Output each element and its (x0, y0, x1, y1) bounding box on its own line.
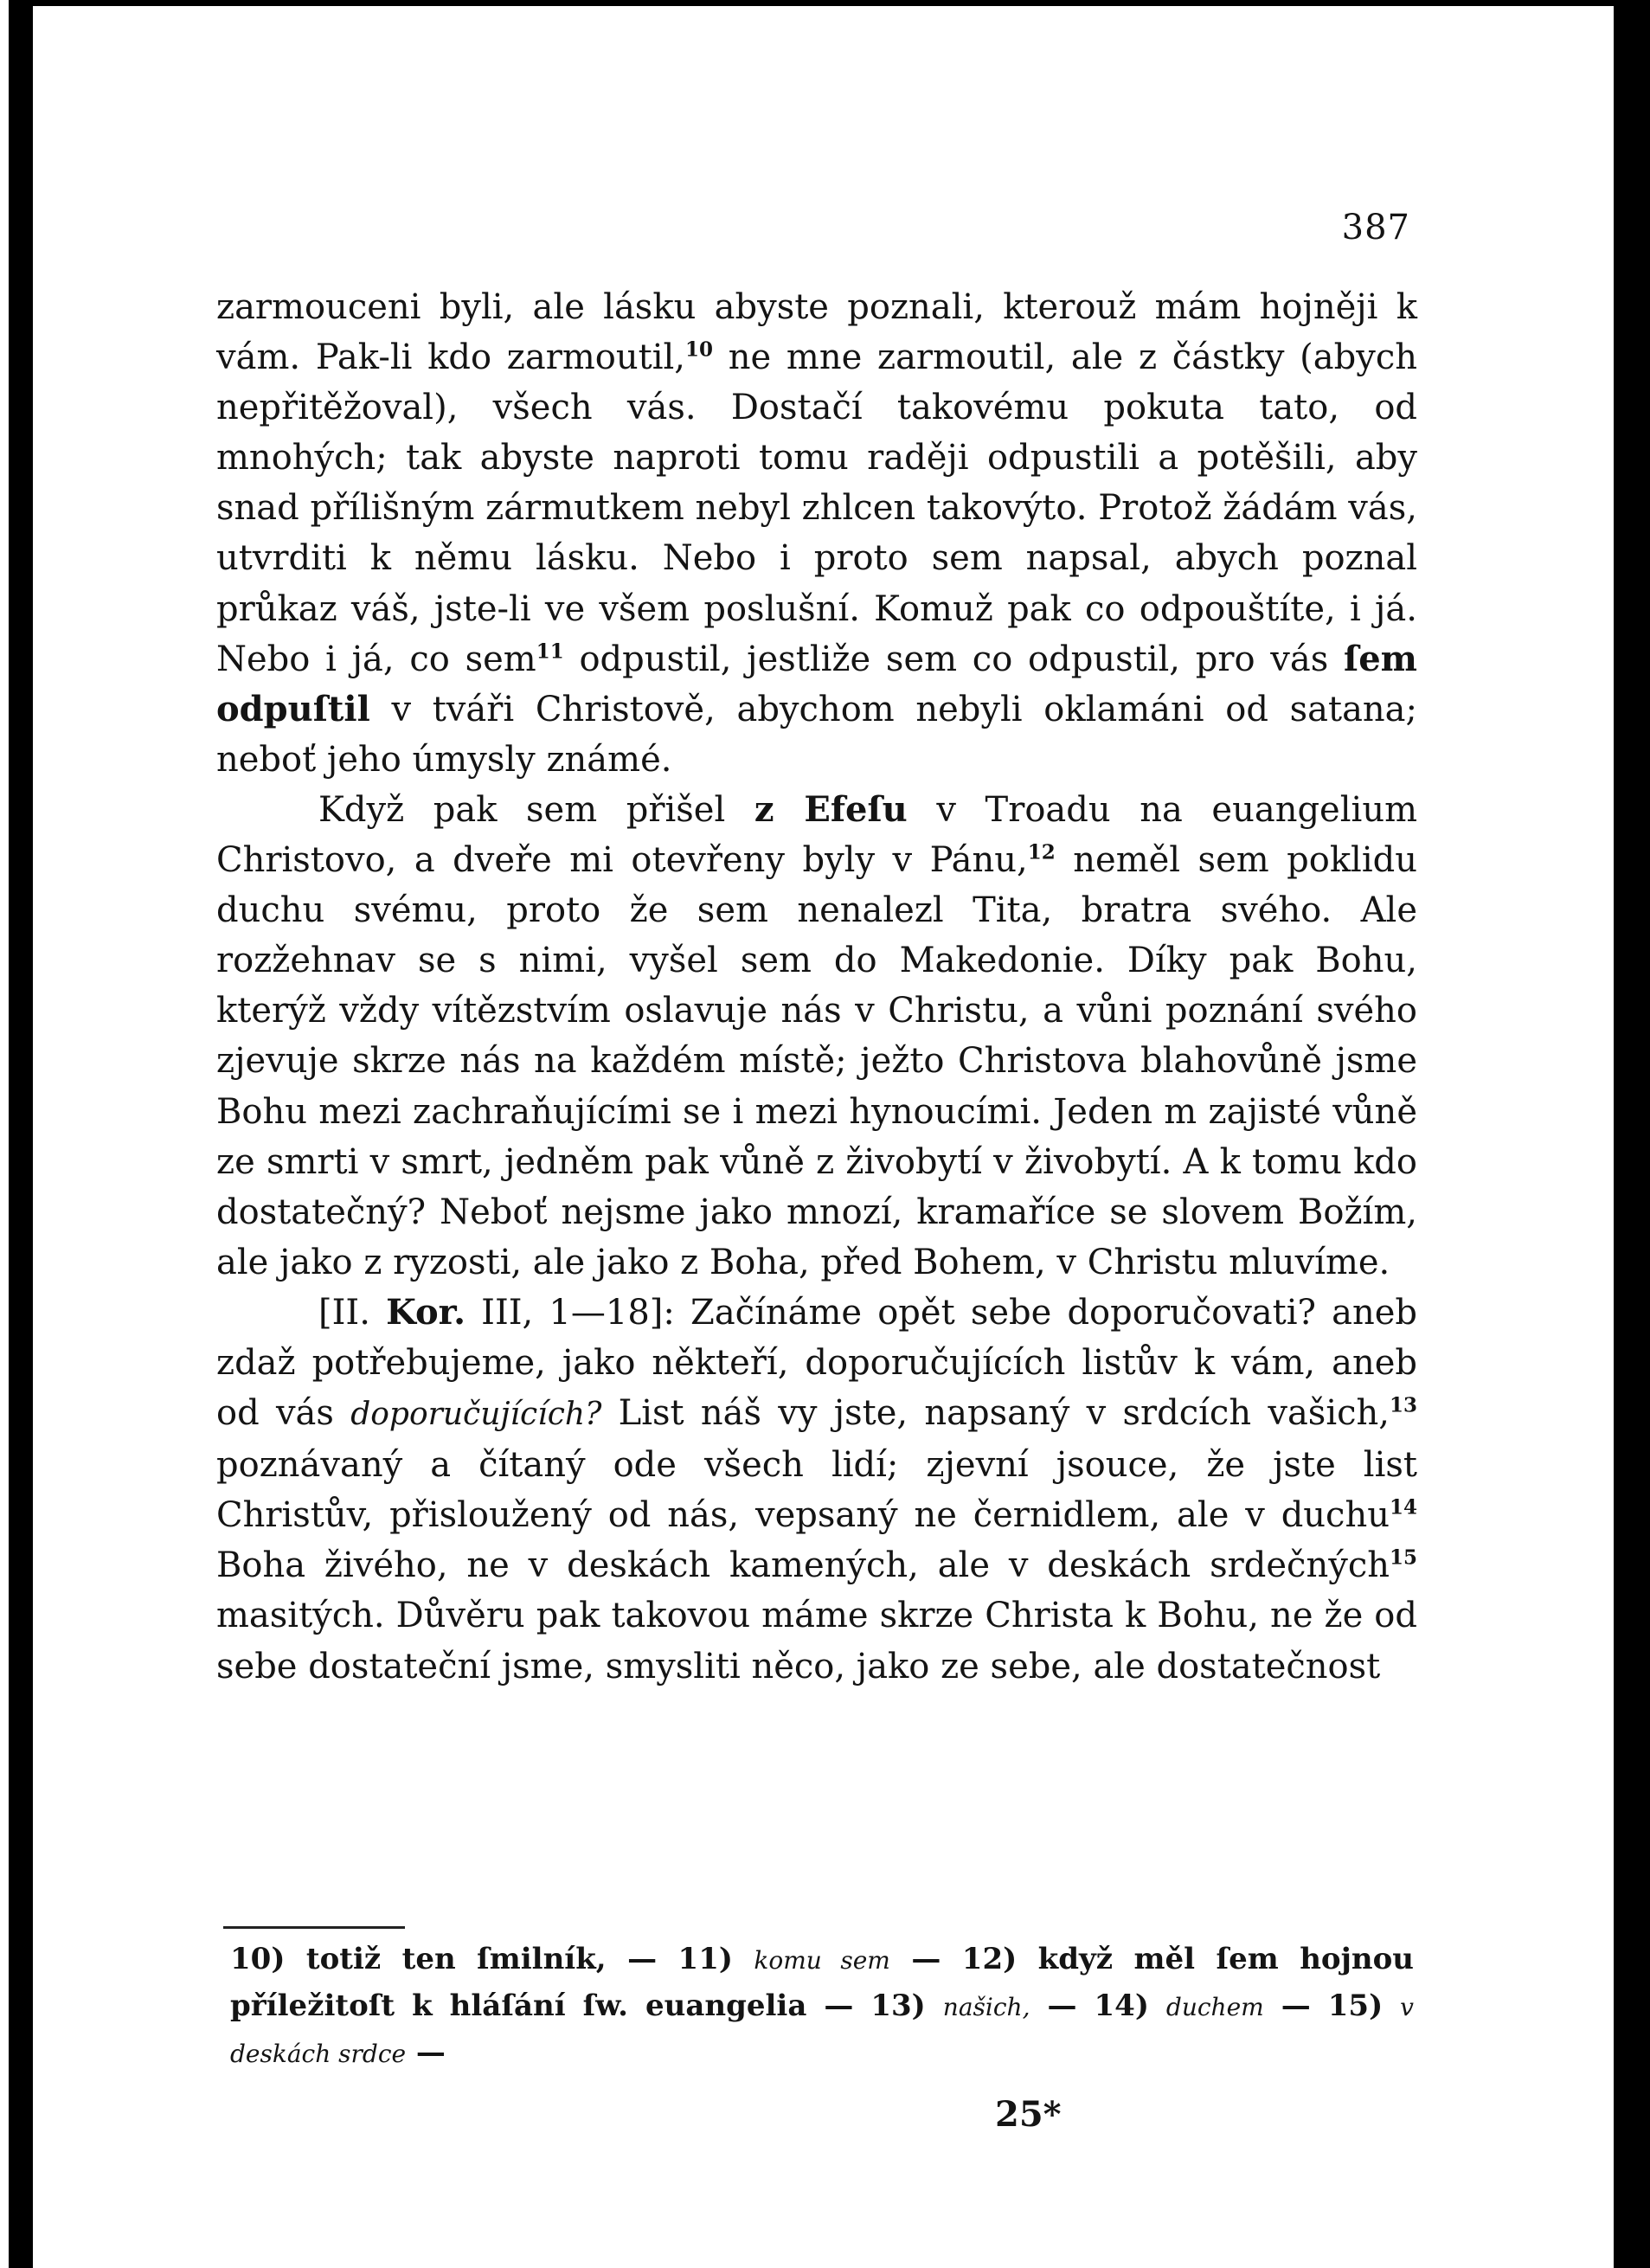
text-run: v tváři Christově, abychom nebyli oklamáni od satana; neboť jeho úmysly známé. (216, 689, 1417, 780)
footnote-ref: 13 (1390, 1393, 1418, 1417)
blackletter-text: Kor. (386, 1291, 465, 1333)
paragraph (216, 282, 1417, 785)
footnotes (230, 1937, 1414, 2077)
footnote-ref: 14 (1389, 1495, 1417, 1519)
footnote-blackletter: — 14) (1030, 1989, 1166, 2023)
footnote-blackletter: — (406, 2035, 446, 2070)
scan-border-right (1614, 0, 1650, 2268)
scan-border-top (0, 0, 1650, 6)
scan-border-left (0, 0, 33, 2268)
text-run: odpustil, jestliže sem co odpustil, pro vás (563, 639, 1345, 679)
text-run: poznávaný a čítaný ode všech lidí; zjevní jsouce, že jste list Christův, přisloužený od nás, vepsaný ne černidlem, ale v duchu (216, 1445, 1417, 1536)
text-run: masitých. Důvěru pak takovou máme skrze Christa k Bohu, ne že od sebe dostateční jsme, smysliti něco, jako ze sebe, ale dostatečnost (216, 1596, 1417, 1687)
footnote-ref: 15 (1389, 1546, 1417, 1571)
italic-text: doporučujících? (350, 1397, 602, 1433)
text-run: v Troadu na euangelium Christovo, a dveře mi otevřeny byly v Pánu, (216, 789, 1418, 881)
footnote-blackletter: 10) totiž ten ſmilník, — 11) (230, 1942, 754, 1976)
footnote-blackletter: — 12) když měl ſem hojnou příležitoſt k hláſání ſw. euangelia — 13) (230, 1942, 1415, 2023)
text-run: neměl sem poklidu duchu svému, proto že sem nenalezl Tita, bratra svého. Ale rozžehnav se s nimi, vyšel sem do Makedonie. Díky pak Bohu, kterýž vždy vítězstvím oslavuje nás v Christu, a vůni poznání svého zjevuje skrze nás na každém místě; ježto Christova blahovůně jsme Bohu mezi zachraňujícími se i mezi hynoucími. Jeden m zajisté vůně ze smrti v smrt, jedněm pak vůně z živobytí v živobytí. A k tomu kdo dostatečný? Neboť nejsme jako mnozí, kramaříce se slovem Božím, ale jako z ryzosti, ale jako z Boha, před Bohem, v Christu mluvíme. (216, 840, 1418, 1282)
page-number: 387 (1341, 208, 1410, 247)
printer-signature: 25* (995, 2094, 1062, 2135)
paragraph (216, 785, 1417, 1288)
text-run: III, 1—18]: Začínáme opět sebe doporučovati? aneb zdaž potřebujeme, jako někteří, doporučujících listův k vám, aneb od vás (216, 1292, 1417, 1434)
footnote-italic: komu sem (754, 1946, 890, 1975)
blackletter-text: z Efeſu (754, 788, 908, 830)
text-run: Když pak sem přišel (318, 789, 754, 830)
footnote-italic: našich, (942, 1993, 1030, 2021)
text-run: ne mne zarmoutil, ale z částky (abych nepřitěžoval), všech vás. Dostačí takovému pokuta tato, od mnohých; tak abyste naproti tomu raději odpustili a potěšili, aby snad přílišným zármutkem nebyl zhlcen takovýto. Protož žádám vás, utvrditi k němu lásku. Nebo i proto sem napsal, abych poznal průkaz váš, jste-li ve všem poslušní. Komuž pak co odpouštíte, i já. Nebo i já, co sem (216, 337, 1418, 679)
body-text (216, 282, 1417, 1692)
footnote-ref: 10 (685, 337, 714, 362)
paragraph (216, 1288, 1417, 1692)
footnote-italic: v deskách srdce (230, 1993, 1414, 2068)
footnote-rule (223, 1926, 405, 1929)
text-run: zarmouceni byli, ale lásku abyste poznali, kterouž mám hojněji k vám. Pak-li kdo zarmoutil, (216, 287, 1417, 378)
blackletter-text: ſem odpuſtil (216, 638, 1417, 729)
text-run: Boha živého, ne v deskách kamených, ale v deskách srdečných (216, 1545, 1390, 1586)
footnote-italic: duchem (1165, 1993, 1264, 2021)
footnote-text (230, 1937, 1414, 2077)
footnote-ref: 11 (536, 639, 564, 664)
footnote-ref: 12 (1027, 840, 1056, 864)
text-run: List náš vy jste, napsaný v srdcích vašich, (601, 1393, 1390, 1434)
footnote-blackletter: — 15) (1263, 1989, 1401, 2023)
text-run: [II. (318, 1292, 387, 1333)
